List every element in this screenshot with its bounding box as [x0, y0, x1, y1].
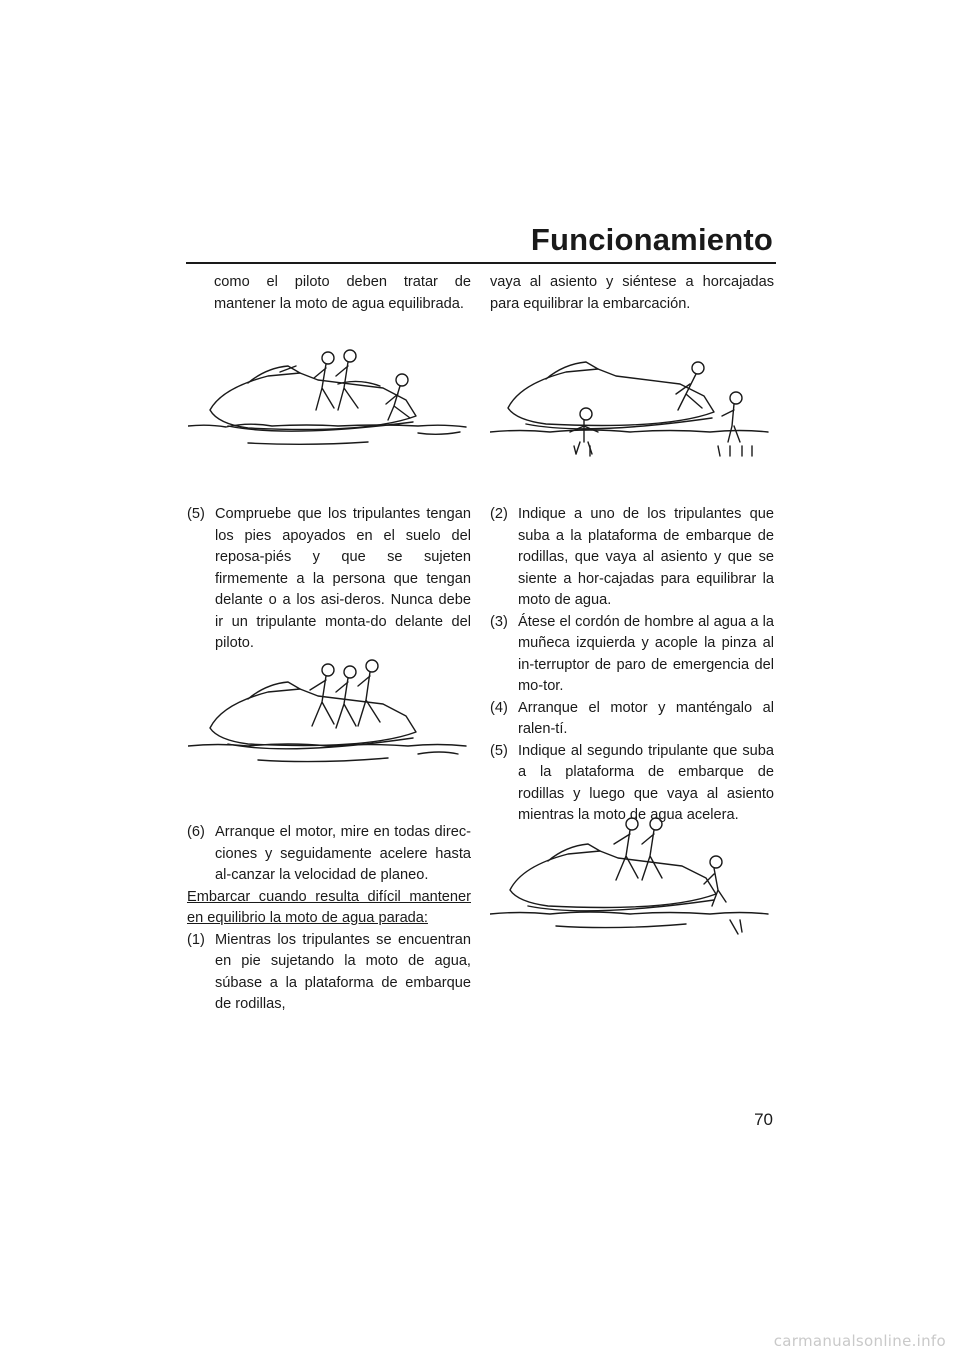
step-number: (2) [490, 506, 508, 522]
watermark: carmanualsonline.info [773, 1332, 946, 1350]
step-number: (5) [187, 506, 205, 522]
left-intro-text: como el piloto deben tratar de mantener la moto de agua equilibrada. [214, 274, 471, 312]
step-number: (6) [187, 824, 205, 840]
right-step-2 [490, 504, 774, 612]
right-intro-text: vaya al asiento y siéntese a horcajadas para equilibrar la embarcación. [490, 274, 774, 312]
step-number: (1) [187, 931, 205, 948]
left-step-5 [187, 504, 471, 655]
page-number: 70 [754, 1110, 773, 1129]
left-steps-block-2 [187, 822, 471, 1016]
page-title: Funcionamiento [530, 222, 773, 257]
left-step-1 [187, 930, 471, 1016]
step-number: (5) [490, 742, 508, 759]
step-text: Mientras los tripulantes se encuentran en pie sujetando la moto de agua, súbase a la plataforma de embarque de rodillas, [215, 931, 471, 1012]
left-intro-block [187, 272, 471, 315]
step-text: Arranque el motor, mire en todas direc-ciones y seguidamente acelere hasta al-canzar la velocidad de planeo. [215, 824, 471, 883]
step-text: Indique al segundo tripulante que suba a la plataforma de embarque de rodillas y luego que vaya al asiento mientras la moto de agua acelera. [518, 742, 774, 823]
step-text: Arranque el motor y manténgalo al ralen-tí. [518, 699, 774, 737]
left-step-6 [187, 822, 471, 887]
left-steps-block [187, 504, 471, 655]
illustration-kneeling-board [490, 338, 772, 462]
illustration-boarding-from-rear [188, 338, 470, 456]
step-number: (4) [490, 699, 508, 716]
step-text: Indique a uno de los tripulantes que suba a la plataforma de embarque de rodillas, que vaya al asiento y que se siente a hor-cajadas para equilibrar la moto de agua. [518, 506, 774, 608]
right-step-4 [490, 698, 774, 741]
step-text: Compruebe que los tripulantes tengan los pies apoyados en el suelo del reposa-piés y que se sujeten firmemente a la persona que tengan delante o a los asi-deros. Nunca debe ir un tripulante monta-do delante del piloto. [215, 506, 471, 651]
section-heading: Embarcar cuando resulta difícil mantener en equilibrio la moto de agua parada: [187, 888, 471, 926]
step-number: (3) [490, 613, 508, 630]
right-step-3 [490, 612, 774, 698]
step-text: Átese el cordón de hombre al agua a la muñeca izquierda y acople la pinza al in-terruptor de paro de emergencia del mo-tor. [518, 613, 774, 694]
right-steps-block [490, 504, 774, 827]
header-rule [186, 262, 776, 264]
illustration-second-crew-boarding [490, 810, 772, 944]
illustration-three-riders [188, 650, 470, 772]
right-intro-block [490, 272, 774, 315]
